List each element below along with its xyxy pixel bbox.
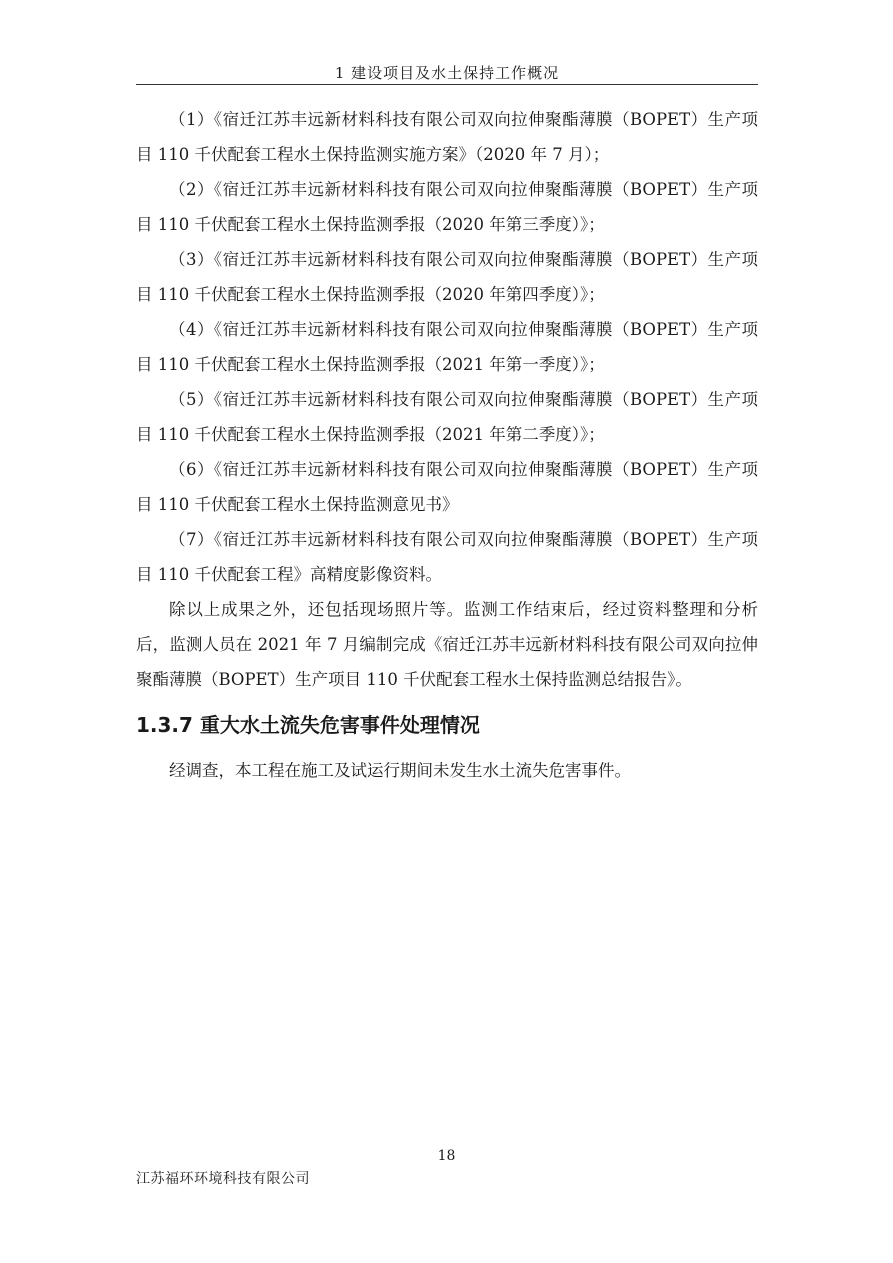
main-content bbox=[136, 102, 758, 788]
list-item: （2）《宿迁江苏丰远新材料科技有限公司双向拉伸聚酯薄膜（BOPET）生产项目 110 千伏配套工程水土保持监测季报（2020 年第三季度）》； bbox=[136, 180, 758, 234]
list-item: （4）《宿迁江苏丰远新材料科技有限公司双向拉伸聚酯薄膜（BOPET）生产项目 110 千伏配套工程水土保持监测季报（2021 年第一季度）》； bbox=[136, 320, 758, 374]
footer-company: 江苏福环环境科技有限公司 bbox=[136, 1171, 310, 1187]
list-item: （5）《宿迁江苏丰远新材料科技有限公司双向拉伸聚酯薄膜（BOPET）生产项目 110 千伏配套工程水土保持监测季报（2021 年第二季度）》； bbox=[136, 390, 758, 444]
summary-paragraph: 除以上成果之外，还包括现场照片等。监测工作结束后，经过资料整理和分析后，监测人员在 2021 年 7 月编制完成《宿迁江苏丰远新材料科技有限公司双向拉伸聚酯薄膜（BOPET）生产项目 110 千伏配套工程水土保持监测总结报告》。 bbox=[136, 600, 758, 689]
list-item: （6）《宿迁江苏丰远新材料科技有限公司双向拉伸聚酯薄膜（BOPET）生产项目 110 千伏配套工程水土保持监测意见书》 bbox=[136, 460, 758, 514]
section-heading: 1.3.7 重大水土流失危害事件处理情况 bbox=[136, 713, 480, 737]
section-paragraph: 经调查，本工程在施工及试运行期间未发生水土流失危害事件。 bbox=[169, 761, 631, 780]
header-divider bbox=[136, 84, 758, 85]
list-item: （7）《宿迁江苏丰远新材料科技有限公司双向拉伸聚酯薄膜（BOPET）生产项目 110 千伏配套工程》高精度影像资料。 bbox=[136, 530, 758, 584]
list-item: （3）《宿迁江苏丰远新材料科技有限公司双向拉伸聚酯薄膜（BOPET）生产项目 110 千伏配套工程水土保持监测季报（2020 年第四季度）》； bbox=[136, 250, 758, 304]
list-item: （1）《宿迁江苏丰远新材料科技有限公司双向拉伸聚酯薄膜（BOPET）生产项目 110 千伏配套工程水土保持监测实施方案》（2020 年 7 月）； bbox=[136, 110, 758, 164]
page-number: 18 bbox=[437, 1148, 456, 1164]
running-header: 1 建设项目及水土保持工作概况 bbox=[334, 64, 560, 82]
